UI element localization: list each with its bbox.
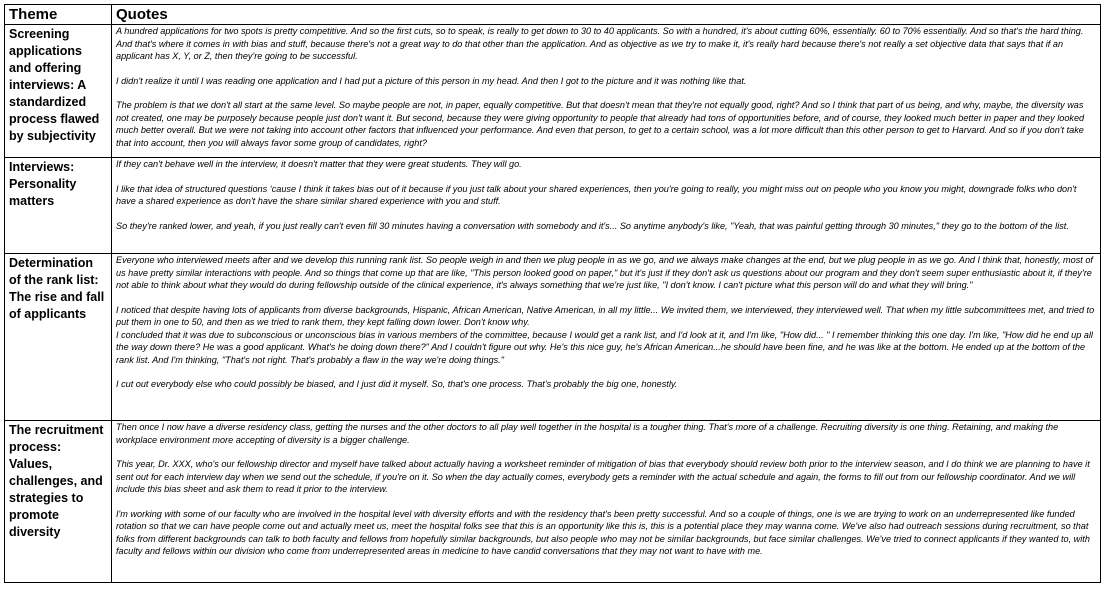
table-row [5, 254, 1101, 421]
table-row [5, 158, 1101, 254]
quote: A hundred applications for two spots is pretty competitive. And so the first cuts, so to speak, is really to get down to 30 to 40 applicants. So with a hundred, it's about cutting 60%, essentially. 60 to 70% essentially. And so that's the hard thing. And that's where it comes in with bias and stuff, because there's not a great way to do that other than the application. And as objective as we try to make it, it's really hard because there's not really a set objective data that says that if an applicant has X, Y, or Z, then they're going to be successful. [116, 26, 1084, 61]
quotes-cell [112, 254, 1101, 421]
theme-cell: Determination of the rank list: The rise and fall of applicants [5, 254, 112, 421]
quotes-cell [112, 25, 1101, 158]
themes-quotes-table [4, 4, 1101, 583]
theme-cell: The recruitment process: Values, challenges, and strategies to promote diversity [5, 421, 112, 583]
quote: I noticed that despite having lots of applicants from diverse backgrounds, Hispanic, African American, Native American, in all my little... We invited them, we interviewed, they interviewed well. That when my little subcommittees met, and tried to put them in one to 50, and then as we tried to rank them, they kept falling down lower. Don't know why. I concluded that it was due to subconscious or unconscious bias in various members of the committee, because I would get a rank list, and I'd look at it, and I'm like, "How did... " I remember thinking this one day. I'm like, "How did he end up all the way down there? He was a good applicant. What's he doing down there?" And I couldn't figure out why. He's this nice guy, he's African American...he should have been fine, and he was like at the bottom. He ended up at the bottom of the rank list. And I'm thinking, "That's not right. That's probably a flaw in the way we're doing things." [116, 304, 1095, 365]
table-row [5, 421, 1101, 583]
quote: I didn't realize it until I was reading one application and I had put a picture of this person in my head. And then I got to the picture and it was nothing like that. [116, 75, 747, 86]
quote: I like that idea of structured questions ‘cause I think it takes bias out of it because if you just talk about your shared experiences, then you're going to really, you might miss out on people who you know you might, downgrade folks who don't have a shared experience as don't have the share similar shared experience with you and stuff. [116, 183, 1077, 206]
header-theme: Theme [5, 5, 112, 25]
quotes-cell [112, 421, 1101, 583]
quote: If they can't behave well in the interview, it doesn't matter that they were great students. They will go. [116, 159, 522, 169]
header-row [5, 5, 1101, 25]
theme-cell: Interviews: Personality matters [5, 158, 112, 254]
quote: So they're ranked lower, and yeah, if you just really can't even fill 30 minutes having a conversation with somebody and it's... So anytime anybody's like, "Yeah, that was painful getting through 30 minutes," they go to the bottom of the list. [116, 220, 1069, 231]
quote: The problem is that we don't all start at the same level. So maybe people are not, in paper, equally competitive. But that doesn't mean that they're not equally good, right? And so I think that part of us being, and why, maybe, the diversity was not created, one may be purposely because people just don't want it. But second, because they were giving opportunity to people that already had tons of opportunities before, and of course, they looked much better in paper and they looked much better overall. But we were not taking into account other factors that influenced your performance. And even that person, to get to a certain school, was a lot more difficult than this other person to get to Harvard. And so if you don't take that into account, then you will always favor some group of candidates, right? [116, 100, 1085, 148]
header-quotes: Quotes [112, 5, 1101, 25]
quotes-cell [112, 158, 1101, 254]
quote: I'm working with some of our faculty who are involved in the hospital level with diversity efforts and with the residency that's been pretty successful. And so a couple of things, one is we are trying to work on an underrepresented like funded rotation so that we can have people come out and actually meet us, meet the hospital folks see that this is an opportunity like this is, this is a potential place they may wanna come. We've also had outreach sessions during recruitment, so that folks from different backgrounds can talk to both faculty and fellows from hopefully similar backgrounds, but also people who may not be similar backgrounds, but face similar challenges. We've tried to connect applicants if they wanted to, with faculty and fellows within our division who come from underrepresented areas in medicine to have candid conversations that they may not want to have with me. [116, 508, 1090, 556]
quote: Then once I now have a diverse residency class, getting the nurses and the other doctors to all play well together in the hospital is a tougher thing. That's more of a challenge. Recruiting diversity is one thing. Retaining, and making the workplace environment more accepting of diversity is a bigger challenge. [116, 422, 1059, 445]
quote: Everyone who interviewed meets after and we develop this running rank list. So people weigh in and then we plug people in as we go, and we always make changes at the end, but we plug people in as we go. And I think that, honestly, most of us have pretty similar interactions with people. And so things that come up that are like, "This person looked good on paper," but it's just if they don't ask us questions about our program and they don't seem super enthusiastic about it, if they're not able to think about what they would do during fellowship outside of the clinical experience, it's always something that we're just like, "I don't know. I can't picture what this person will do and what they will bring." [116, 255, 1093, 290]
theme-cell: Screening applications and offering interviews: A standardized process flawed by subjectivity [5, 25, 112, 158]
table-row [5, 25, 1101, 158]
quote: I cut out everybody else who could possibly be biased, and I just did it myself. So, that's one process. That's probably the big one, honestly. [116, 379, 678, 389]
quote: This year, Dr. XXX, who's our fellowship director and myself have talked about actually having a worksheet reminder of mitigation of bias that everybody should review both prior to the interview season, and I do think we are planning to have it sent out for each interview day when we send out the schedule, if you're on it. So when the day actually comes, everybody gets a reminder with the actual schedule and again, the forms to fill out from our fellowship coordinator. And we will include this bias sheet and ask them to read it prior to the interview. [116, 459, 1090, 494]
